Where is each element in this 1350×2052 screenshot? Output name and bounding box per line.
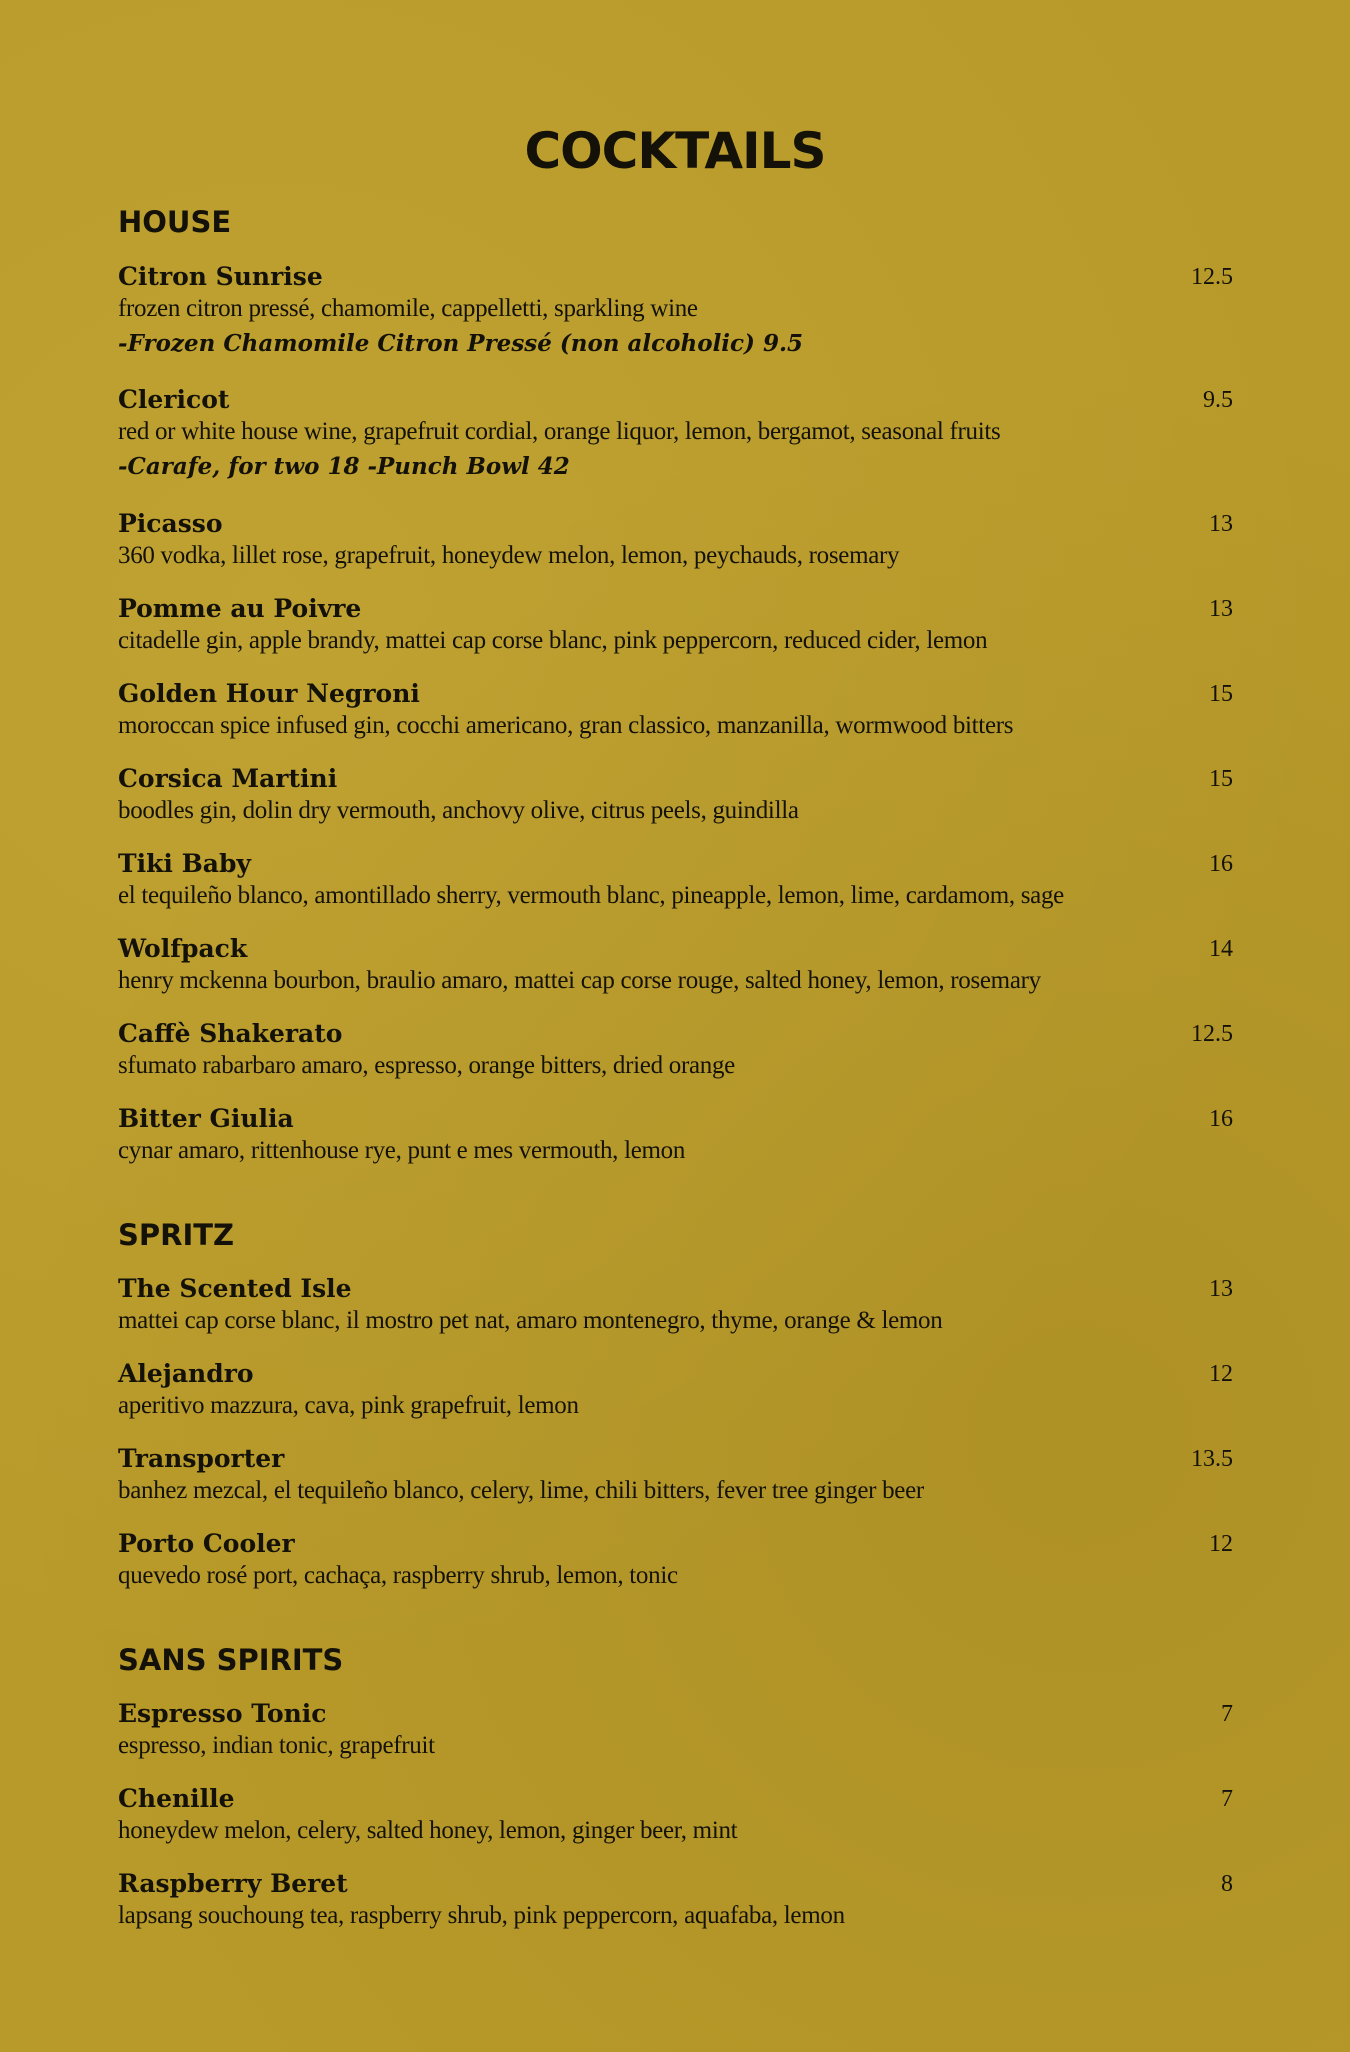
menu-item-espresso-tonic bbox=[118, 1698, 1233, 1762]
item-price: 8 bbox=[1221, 1871, 1233, 1897]
item-price: 15 bbox=[1209, 766, 1233, 792]
item-name: Espresso Tonic bbox=[118, 1699, 327, 1728]
menu-item-golden-hour-negroni bbox=[118, 678, 1233, 742]
item-description: citadelle gin, apple brandy, mattei cap corse blanc, pink peppercorn, reduced cider, lemon bbox=[118, 627, 988, 654]
item-price: 13 bbox=[1209, 1276, 1233, 1302]
item-price: 13.5 bbox=[1191, 1446, 1233, 1472]
item-description: quevedo rosé port, cachaça, raspberry shrub, lemon, tonic bbox=[118, 1562, 678, 1589]
item-name: Corsica Martini bbox=[118, 764, 338, 793]
item-description: banhez mezcal, el tequileño blanco, celery, lime, chili bitters, fever tree ginger beer bbox=[118, 1477, 924, 1504]
item-name: The Scented Isle bbox=[118, 1274, 352, 1303]
menu-item-raspberry-beret bbox=[118, 1868, 1233, 1932]
item-name: Caffè Shakerato bbox=[118, 1019, 343, 1048]
item-name: Citron Sunrise bbox=[118, 262, 323, 291]
item-name: Tiki Baby bbox=[118, 849, 251, 878]
item-description: mattei cap corse blanc, il mostro pet nat, amaro montenegro, thyme, orange & lemon bbox=[118, 1307, 943, 1334]
menu-item-citron-sunrise bbox=[118, 261, 1233, 360]
section-heading-sans-spirits: SANS SPIRITS bbox=[118, 1643, 344, 1677]
item-price: 7 bbox=[1221, 1701, 1233, 1727]
item-name: Golden Hour Negroni bbox=[118, 679, 420, 708]
item-description: red or white house wine, grapefruit cordial, orange liquor, lemon, bergamot, seasonal fruits bbox=[118, 418, 1001, 445]
item-description: cynar amaro, rittenhouse rye, punt e mes vermouth, lemon bbox=[118, 1137, 686, 1164]
item-description: espresso, indian tonic, grapefruit bbox=[118, 1732, 435, 1759]
page-title: COCKTAILS bbox=[524, 122, 826, 180]
item-name: Clericot bbox=[118, 385, 230, 414]
item-price: 13 bbox=[1209, 511, 1233, 537]
item-price: 12.5 bbox=[1191, 264, 1233, 290]
item-price: 16 bbox=[1209, 1106, 1233, 1132]
item-price: 16 bbox=[1209, 851, 1233, 877]
item-description: sfumato rabarbaro amaro, espresso, orange bitters, dried orange bbox=[118, 1052, 735, 1079]
section-heading-house: HOUSE bbox=[118, 205, 232, 239]
item-description: lapsang souchoung tea, raspberry shrub, pink peppercorn, aquafaba, lemon bbox=[118, 1902, 845, 1929]
menu-item-the-scented-isle bbox=[118, 1273, 1233, 1337]
item-description: aperitivo mazzura, cava, pink grapefruit, lemon bbox=[118, 1392, 579, 1419]
menu-item-alejandro bbox=[118, 1358, 1233, 1422]
item-price: 12.5 bbox=[1191, 1021, 1233, 1047]
menu-item-porto-cooler bbox=[118, 1528, 1233, 1592]
menu-item-pomme-au-poivre bbox=[118, 593, 1233, 657]
menu-item-clericot bbox=[118, 384, 1233, 483]
item-note: -Frozen Chamomile Citron Pressé (non alcoholic) 9.5 bbox=[118, 330, 803, 357]
item-description: boodles gin, dolin dry vermouth, anchovy olive, citrus peels, guindilla bbox=[118, 797, 799, 824]
menu-item-picasso bbox=[118, 508, 1233, 572]
section-heading-spritz: SPRITZ bbox=[118, 1218, 235, 1252]
item-name: Chenille bbox=[118, 1784, 235, 1813]
item-name: Pomme au Poivre bbox=[118, 594, 362, 623]
item-name: Bitter Giulia bbox=[118, 1104, 294, 1133]
item-name: Picasso bbox=[118, 509, 223, 538]
item-price: 13 bbox=[1209, 596, 1233, 622]
menu-item-caffe-shakerato bbox=[118, 1018, 1233, 1082]
item-description: 360 vodka, lillet rose, grapefruit, honeydew melon, lemon, peychauds, rosemary bbox=[118, 542, 900, 569]
item-price: 7 bbox=[1221, 1786, 1233, 1812]
item-name: Porto Cooler bbox=[118, 1529, 295, 1558]
item-price: 15 bbox=[1209, 681, 1233, 707]
item-name: Alejandro bbox=[118, 1359, 254, 1388]
item-description: honeydew melon, celery, salted honey, lemon, ginger beer, mint bbox=[118, 1817, 738, 1844]
item-price: 12 bbox=[1209, 1361, 1233, 1387]
item-note: -Carafe, for two 18 -Punch Bowl 42 bbox=[118, 453, 570, 480]
item-price: 14 bbox=[1209, 936, 1233, 962]
item-description: moroccan spice infused gin, cocchi americano, gran classico, manzanilla, wormwood bitters bbox=[118, 712, 1014, 739]
item-description: frozen citron pressé, chamomile, cappelletti, sparkling wine bbox=[118, 295, 698, 322]
menu-item-transporter bbox=[118, 1443, 1233, 1507]
menu-item-chenille bbox=[118, 1783, 1233, 1847]
item-price: 12 bbox=[1209, 1531, 1233, 1557]
item-name: Transporter bbox=[118, 1444, 285, 1473]
menu-item-corsica-martini bbox=[118, 763, 1233, 827]
item-description: henry mckenna bourbon, braulio amaro, mattei cap corse rouge, salted honey, lemon, rosemary bbox=[118, 967, 1041, 994]
menu-item-wolfpack bbox=[118, 933, 1233, 997]
item-price: 9.5 bbox=[1203, 387, 1233, 413]
item-name: Raspberry Beret bbox=[118, 1869, 348, 1898]
menu-item-bitter-giulia bbox=[118, 1103, 1233, 1167]
item-name: Wolfpack bbox=[118, 934, 248, 963]
menu-item-tiki-baby bbox=[118, 848, 1233, 912]
item-description: el tequileño blanco, amontillado sherry, vermouth blanc, pineapple, lemon, lime, cardamom, sage bbox=[118, 882, 1064, 909]
